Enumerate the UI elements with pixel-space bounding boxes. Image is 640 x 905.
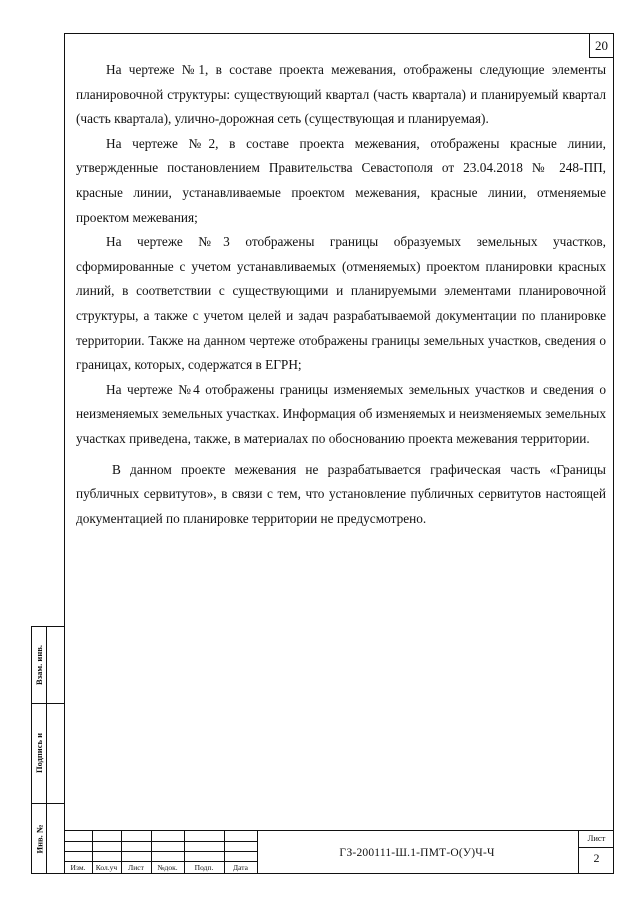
document-body	[76, 58, 606, 531]
stamp-col-list: Лист	[128, 863, 144, 872]
stamp-col-ndok: №док.	[157, 863, 178, 872]
side-label-podpis: Подпись и	[34, 732, 45, 774]
paragraph-drawing-3: На чертеже №3 отображены границы образуемых земельных участков, сформированные с учетом устанавливаемых (отменяемых) проектом планировки красных линий, в соответствии с существующими и планируемыми элементами планировочной структуры, а также с учетом целей и задач разрабатываемой документации по планировке территории. Также на данном чертеже отображены границы земельных участков, сведения о границах, которых, содержатся в ЕГРН;	[76, 234, 606, 373]
title-block	[64, 830, 614, 874]
stamp-col-izm: Изм.	[70, 863, 86, 872]
paragraph-drawing-4: На чертеже №4 отображены границы изменяемых земельных участков и сведения о неизменяемых земельных участках. Информация об изменяемых и неизменяемых земельных участках приведена, также, в материалах по обоснованию проекта межевания территории.	[76, 381, 606, 446]
document-code: ГЗ-200111-Ш.1-ПМТ-О(У)Ч-Ч	[339, 847, 495, 859]
page-number: 20	[589, 34, 613, 58]
paragraph-servitudes: В данном проекте межевания не разрабатывается графическая часть «Границы публичных сервитутов», в связи с тем, что установление публичных сервитутов настоящей документацией по планировке территории не предусмотрено.	[76, 461, 606, 526]
side-stamp	[31, 626, 65, 874]
paragraph-drawing-2: На чертеже №2, в составе проекта межевания, отображены красные линии, утвержденные постановлением Правительства Севастополя от 23.04.2018 № 248-ПП, красные линии, устанавливаемые проектом межевания, красные линии, отменяемые проектом межевания;	[76, 135, 606, 225]
stamp-col-data: Дата	[233, 863, 248, 872]
sheet-label: Лист	[587, 833, 606, 843]
sheet-number: 2	[593, 851, 600, 865]
side-label-inv: Инв. №	[34, 824, 44, 854]
stamp-col-podp: Подп.	[194, 863, 214, 872]
paragraph-drawing-1: На чертеже №1, в составе проекта межевания, отображены следующие элементы планировочной структуры: существующий квартал (часть квартала) и планируемый квартал (часть квартала), улично-дорожная сеть (существующая и планируемая).	[76, 62, 606, 127]
side-label-vzam: Взам. инв.	[34, 645, 45, 685]
stamp-col-kolvo: Кол.уч	[95, 863, 118, 872]
